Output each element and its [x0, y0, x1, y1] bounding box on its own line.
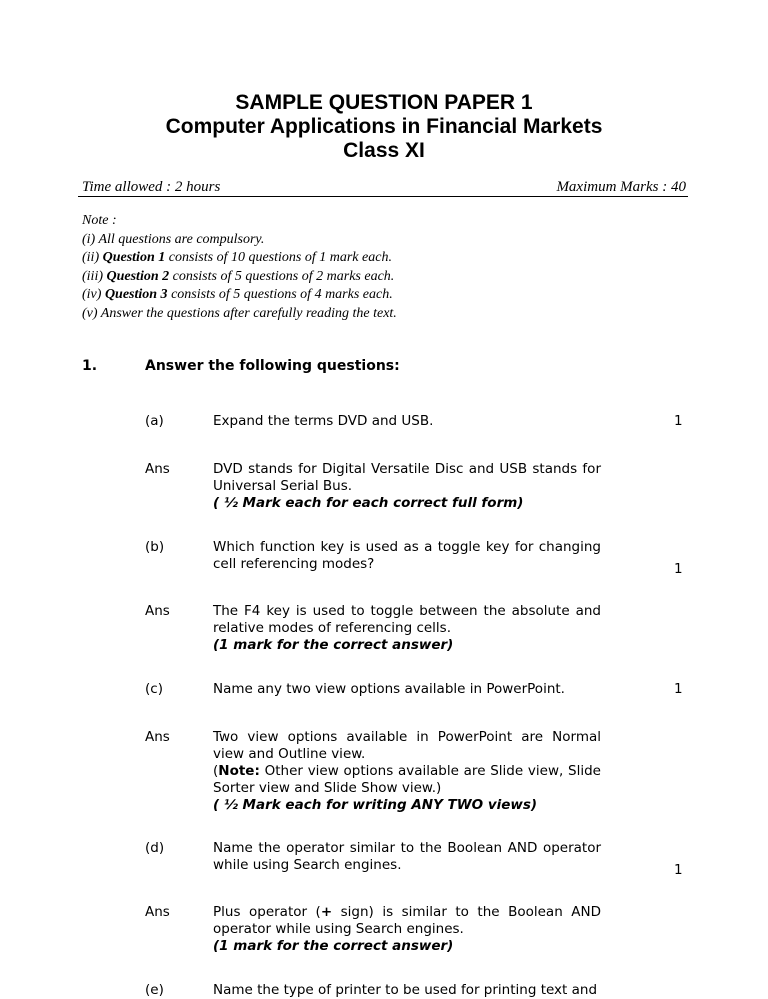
question-label: (a)	[145, 413, 164, 429]
marking-scheme: ( ½ Mark each for writing ANY TWO views)	[213, 797, 538, 813]
marking-scheme: (1 mark for the correct answer)	[213, 938, 454, 954]
note-heading: Note :	[82, 213, 117, 228]
class-title: Class XI	[343, 139, 425, 162]
answer-text: Two view options available in PowerPoint are Normal view and Outline view. (Note: Other view options available are Slide view, Slide Sorter view and Slide Show view.) ( ½ Mark each for writing ANY TWO views)	[213, 729, 601, 813]
note-item: (iii) Question 2 consists of 5 questions of 2 marks each.	[82, 268, 395, 284]
question-text: Name the type of printer to be used for printing text and	[213, 982, 598, 998]
question-label: (d)	[145, 840, 165, 856]
question-label: (e)	[145, 982, 164, 998]
question-label: (c)	[145, 681, 163, 697]
note-item: (ii) Question 1 consists of 10 questions of 1 mark each.	[82, 250, 392, 265]
instructions-note	[82, 212, 397, 323]
answer-text: The F4 key is used to toggle between the absolute and relative modes of referencing cells. (1 mark for the correct answer)	[213, 603, 601, 653]
answer-label: Ans	[145, 603, 170, 619]
note-item: (i) All questions are compulsory.	[82, 231, 265, 247]
marking-scheme: (1 mark for the correct answer)	[213, 637, 454, 653]
section-number: 1.	[82, 358, 98, 374]
maximum-marks: Maximum Marks : 40	[556, 179, 686, 195]
marking-scheme: ( ½ Mark each for each correct full form)	[213, 495, 524, 511]
answer-label: Ans	[145, 461, 170, 477]
subject-title: Computer Applications in Financial Markets	[165, 115, 603, 138]
question-marks: 1	[674, 862, 683, 878]
question-label: (b)	[145, 539, 165, 555]
paper-title: SAMPLE QUESTION PAPER 1	[235, 91, 533, 114]
question-text: Which function key is used as a toggle key for changing cell referencing modes?	[213, 539, 601, 572]
time-allowed: Time allowed : 2 hours	[82, 179, 221, 195]
answer-label: Ans	[145, 729, 170, 745]
question-marks: 1	[674, 413, 683, 429]
question-text: Expand the terms DVD and USB.	[213, 413, 434, 429]
answer-text: DVD stands for Digital Versatile Disc and USB stands for Universal Serial Bus. ( ½ Mark each for each correct full form)	[213, 461, 601, 511]
header-rule	[78, 196, 688, 197]
answer-text: Plus operator (+ sign) is similar to the Boolean AND operator while using Search engines. (1 mark for the correct answer)	[213, 904, 601, 954]
question-marks: 1	[674, 561, 683, 577]
question-text: Name any two view options available in PowerPoint.	[213, 681, 565, 697]
question-text: Name the operator similar to the Boolean AND operator while using Search engines.	[213, 840, 601, 873]
note-item: (v) Answer the questions after carefully reading the text.	[82, 305, 397, 321]
section-heading: Answer the following questions:	[145, 358, 400, 374]
question-marks: 1	[674, 681, 683, 697]
answer-note: (Note: Other view options available are Slide view, Slide Sorter view and Slide Show view.)	[213, 763, 601, 796]
answer-label: Ans	[145, 904, 170, 920]
note-item: (iv) Question 3 consists of 5 questions of 4 marks each.	[82, 287, 393, 302]
